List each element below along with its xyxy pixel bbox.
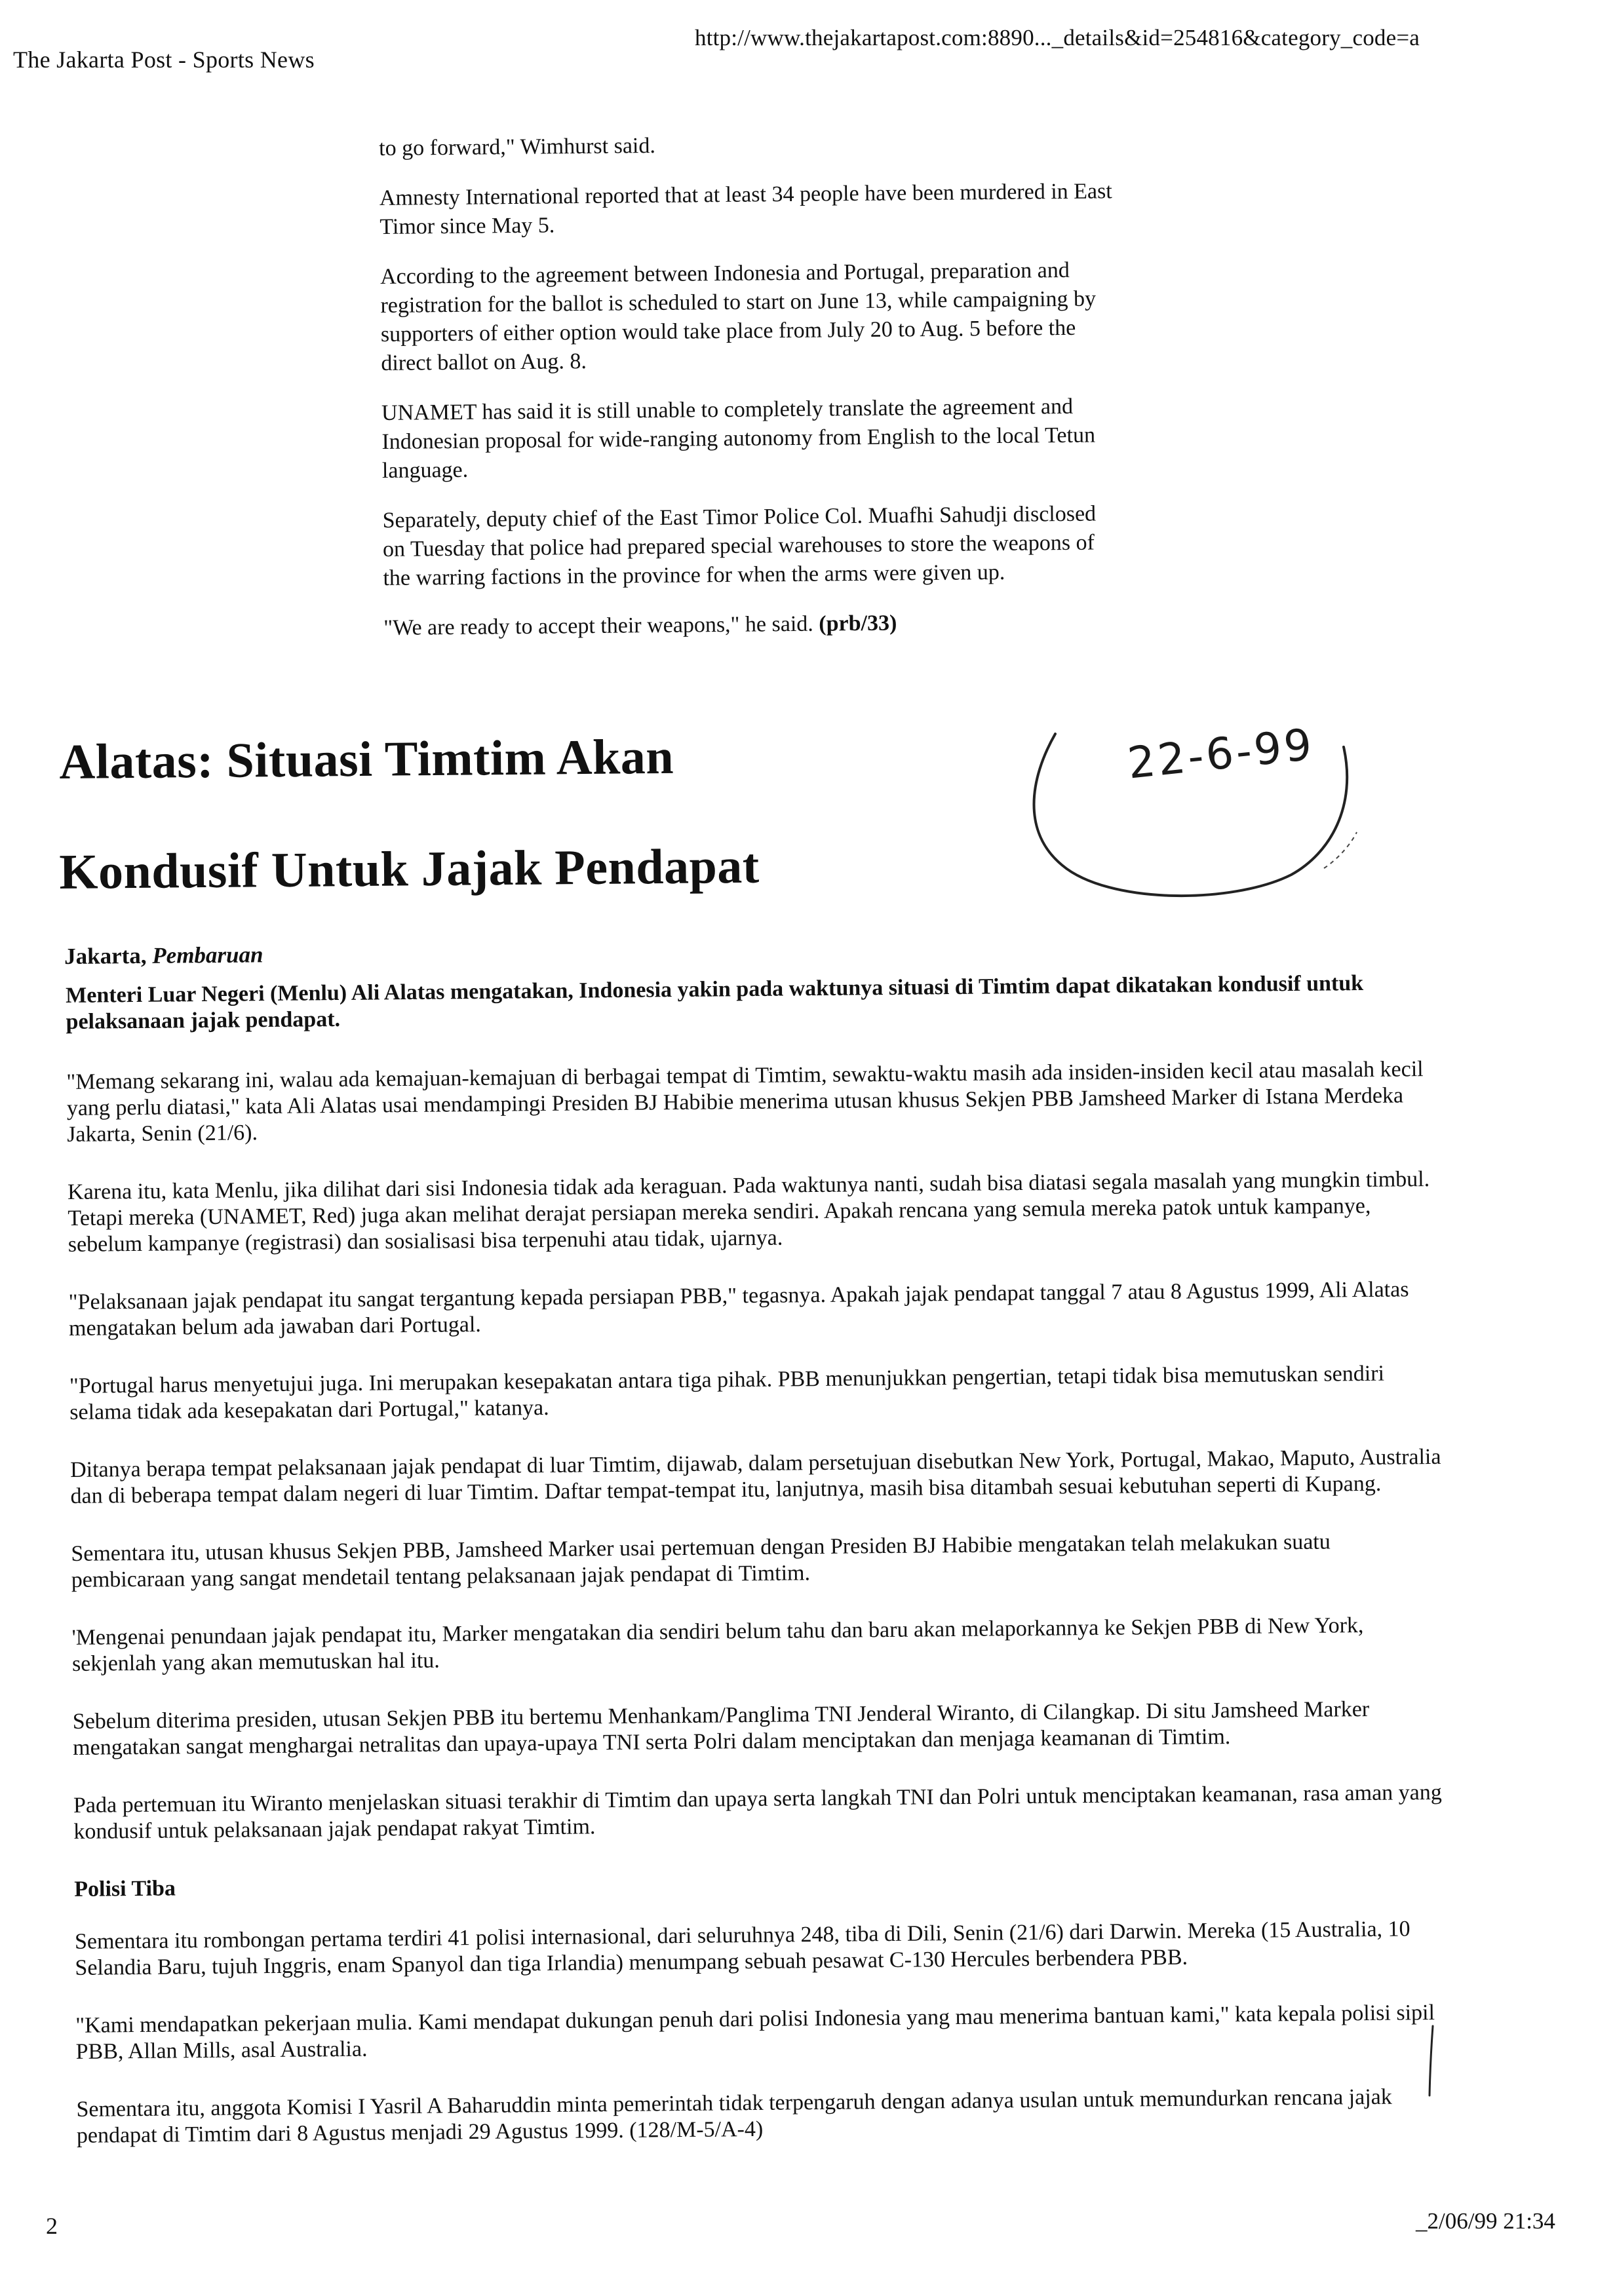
footer-page-number: 2 [46,2213,58,2239]
indonesian-article-body [66,970,1453,2181]
english-paragraph: According to the agreement between Indonesia and Portugal, preparation and registration for the ballot is scheduled to start on June 13, while campaigning by supporters of either option would take place from July 20 to Aug. 5 before the direct ballot on Aug. 8. [379,258,1097,375]
article-paragraph: Sementara itu, anggota Komisi I Yasril A Baharuddin minta pemerintah tidak terpengaruh dengan adanya usulan untuk memundurkan rencana jajak pendapat di Timtim dari 8 Agustus menjadi 29 Agustus 1999. (128/M-5/A-4) [76,2084,1392,2148]
english-article-continuation [379,127,1118,664]
headline-line-2: Kondusif Untuk Jajak Pendapat [59,838,760,900]
dateline-source: Pembaruan [152,942,263,968]
margin-pen-mark [1428,2025,1435,2097]
english-closing-quote: "We are ready to accept their weapons," he said. [383,611,814,640]
english-paragraph: Separately, deputy chief of the East Timor Police Col. Muafhi Sahudji disclosed on Tuesday that police had prepared special warehouses to store the weapons of the warring factions in the province for when the arms were given up. [382,501,1097,590]
article-subhead: Polisi Tiba [74,1876,176,1902]
article-paragraph: Ditanya berapa tempat pelaksanaan jajak pendapat di luar Timtim, dijawab, dalam persetujuan disebutkan New York, Portugal, Makao, Maputo, Australia dan di beberapa tempat dalam negeri di luar Timtim. Daftar tempat-tempat itu, lanjutnya, masih bisa ditambah sesuai kebutuhan seperti di Kupang. [69,1444,1441,1508]
scan-speck [1435,265,1441,270]
article-paragraph: "Memang sekarang ini, walau ada kemajuan-kemajuan di berbagai tempat di Timtim, sewaktu-waktu masih ada insiden-insiden kecil atau masalah kecil yang perlu diatasi," kata Ali Alatas usai mendampingi Presiden BJ Habibie menerima utusan khusus Sekjen PBB Jamsheed Marker di Istana Merdeka Jakarta, Senin (21/6). [66,1057,1424,1147]
article-paragraph: 'Mengenai penundaan jajak pendapat itu, Marker mengatakan dia sendiri belum tahu dan baru akan melaporkannya ke Sekjen PBB di New York, sekjenlah yang akan memutuskan hal itu. [71,1613,1364,1676]
article-paragraph: Karena itu, kata Menlu, jika dilihat dari sisi Indonesia tidak ada keraguan. Pada waktunya nanti, sudah bisa diatasi segala masalah yang mungkin timbul. Tetapi mereka (UNAMET, Red) juga akan melihat derajat persiapan mereka sendiri. Apakah rencana yang semula mereka patok untuk kampanye, sebelum kampanye (registrasi) dan sosialisasi bisa terpenuhi atau tidak, ujarnya. [67,1167,1430,1257]
header-source-title: The Jakarta Post - Sports News [13,47,315,73]
english-paragraph: Amnesty International reported that at least 34 people have been murdered in East Timor since May 5. [379,179,1112,239]
article-paragraph: "Kami mendapatkan pekerjaan mulia. Kami mendapat dukungan penuh dari polisi Indonesia yang mau menerima bantuan kami," kata kepala polisi sipil PBB, Allan Mills, asal Australia. [75,2000,1435,2064]
dateline-city: Jakarta, [64,942,147,969]
english-paragraph: UNAMET has said it is still unable to completely translate the agreement and Indonesian proposal for wide-ranging autonomy from English to the local Tetun language. [381,394,1096,483]
english-closing-paragraph [383,607,1118,643]
header-url: http://www.thejakartapost.com:8890..._details&id=254816&category_code=a [695,25,1420,50]
handwritten-date: 22-6-99 [1125,719,1317,789]
article-paragraph: "Pelaksanaan jajak pendapat itu sangat tergantung kepada persiapan PBB," tegasnya. Apakah jajak pendapat tanggal 7 atau 8 Agustus 1999, Ali Alatas mengatakan belum ada jawaban dari Portugal. [68,1277,1409,1341]
article-paragraph: Sementara itu, utusan khusus Sekjen PBB, Jamsheed Marker usai pertemuan dengan Presiden BJ Habibie mengatakan telah melakukan suatu pembicaraan yang sangat mendetail tentang pelaksanaan jajak pendapat di Timtim. [71,1529,1331,1592]
headline-line-1: Alatas: Situasi Timtim Akan [59,729,674,790]
article-paragraph: Sementara itu rombongan pertama terdiri 41 polisi internasional, dari seluruhnya 248, tiba di Dili, Senin (21/6) dari Darwin. Mereka (15 Australia, 10 Selandia Baru, tujuh Inggris, enam Spanyol dan tiga Irlandia) menumpang sebuah pesawat C-130 Hercules berbendera PBB. [74,1917,1411,1980]
footer-timestamp: _2/06/99 21:34 [1416,2208,1555,2234]
english-paragraph: to go forward," Wimhurst said. [379,133,656,161]
english-article-code: (prb/33) [819,611,897,636]
article-paragraph: Sebelum diterima presiden, utusan Sekjen PBB itu bertemu Menhankam/Panglima TNI Jenderal Wiranto, di Cilangkap. Di situ Jamsheed Marker mengatakan sangat menghargai netralitas dan upaya-upaya TNI serta Polri dalam menciptakan dan menjaga keamanan di Timtim. [72,1696,1370,1760]
article-paragraph: Pada pertemuan itu Wiranto menjelaskan situasi terakhir di Timtim dan upaya serta langkah TNI dan Polri untuk menciptakan keamanan, rasa aman yang kondusif untuk pelaksanaan jajak pendapat rakyat Timtim. [73,1780,1442,1844]
handwritten-date-annotation [1016,708,1383,917]
pen-stroke [1428,2025,1435,2097]
article-lead: Menteri Luar Negeri (Menlu) Ali Alatas mengatakan, Indonesia yakin pada waktunya situasi di Timtim dapat dikatakan kondusif untuk pelaksanaan jajak pendapat. [66,970,1364,1034]
dateline [64,942,263,970]
article-paragraph: "Portugal harus menyetujui juga. Ini merupakan kesepakatan antara tiga pihak. PBB menunjukkan pengertian, tetapi tidak bisa memutuskan sendiri selama tidak ada kesepakatan dari Portugal," katanya. [69,1361,1385,1425]
